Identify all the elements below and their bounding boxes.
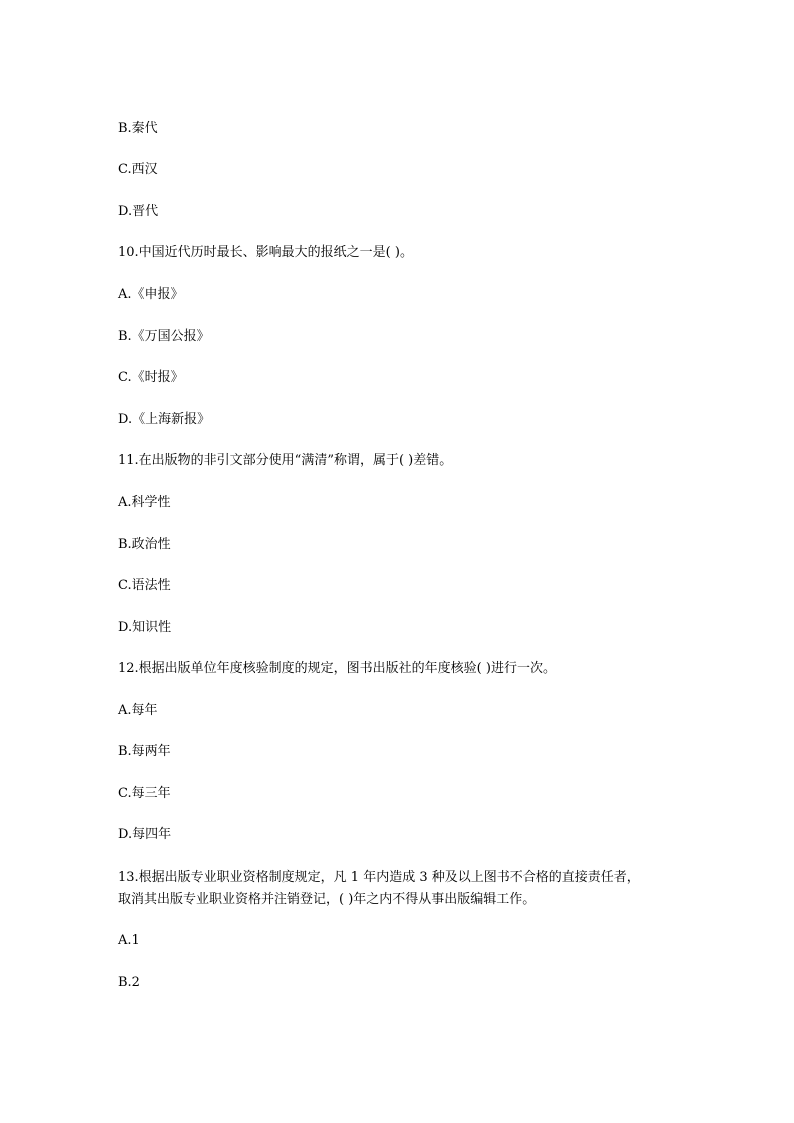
- option-a-q10: A.《申报》: [118, 287, 184, 302]
- option-a-q11: A.科学性: [118, 495, 171, 510]
- option-c-q10: C.《时报》: [118, 370, 184, 385]
- option-d-q9: D.晋代: [118, 204, 159, 219]
- option-b-q13: B.2: [118, 975, 140, 990]
- option-c-q11: C.语法性: [118, 578, 171, 593]
- question-11: 11.在出版物的非引文部分使用“满清”称谓，属于( )差错。: [118, 453, 453, 468]
- option-a-q13: A.1: [118, 933, 140, 948]
- option-a-q12: A.每年: [118, 703, 158, 718]
- option-d-q10: D.《上海新报》: [118, 412, 211, 427]
- option-b-q11: B.政治性: [118, 537, 171, 552]
- option-c-q9: C.西汉: [118, 162, 158, 177]
- question-13-line-2: 取消其出版专业职业资格并注销登记，( )年之内不得从事出版编辑工作。: [118, 892, 536, 907]
- question-13: [118, 867, 678, 911]
- option-b-q9: B.秦代: [118, 121, 158, 136]
- option-d-q12: D.每四年: [118, 827, 172, 842]
- option-b-q12: B.每两年: [118, 744, 171, 759]
- option-b-q10: B.《万国公报》: [118, 329, 210, 344]
- question-13-line-1: 13.根据出版专业职业资格制度规定，凡 1 年内造成 3 种及以上图书不合格的直接责任者，: [118, 870, 640, 885]
- option-c-q12: C.每三年: [118, 786, 171, 801]
- question-12: 12.根据出版单位年度核验制度的规定，图书出版社的年度核验( )进行一次。: [118, 661, 556, 676]
- option-d-q11: D.知识性: [118, 620, 172, 635]
- question-10: 10.中国近代历时最长、影响最大的报纸之一是( )。: [118, 245, 413, 260]
